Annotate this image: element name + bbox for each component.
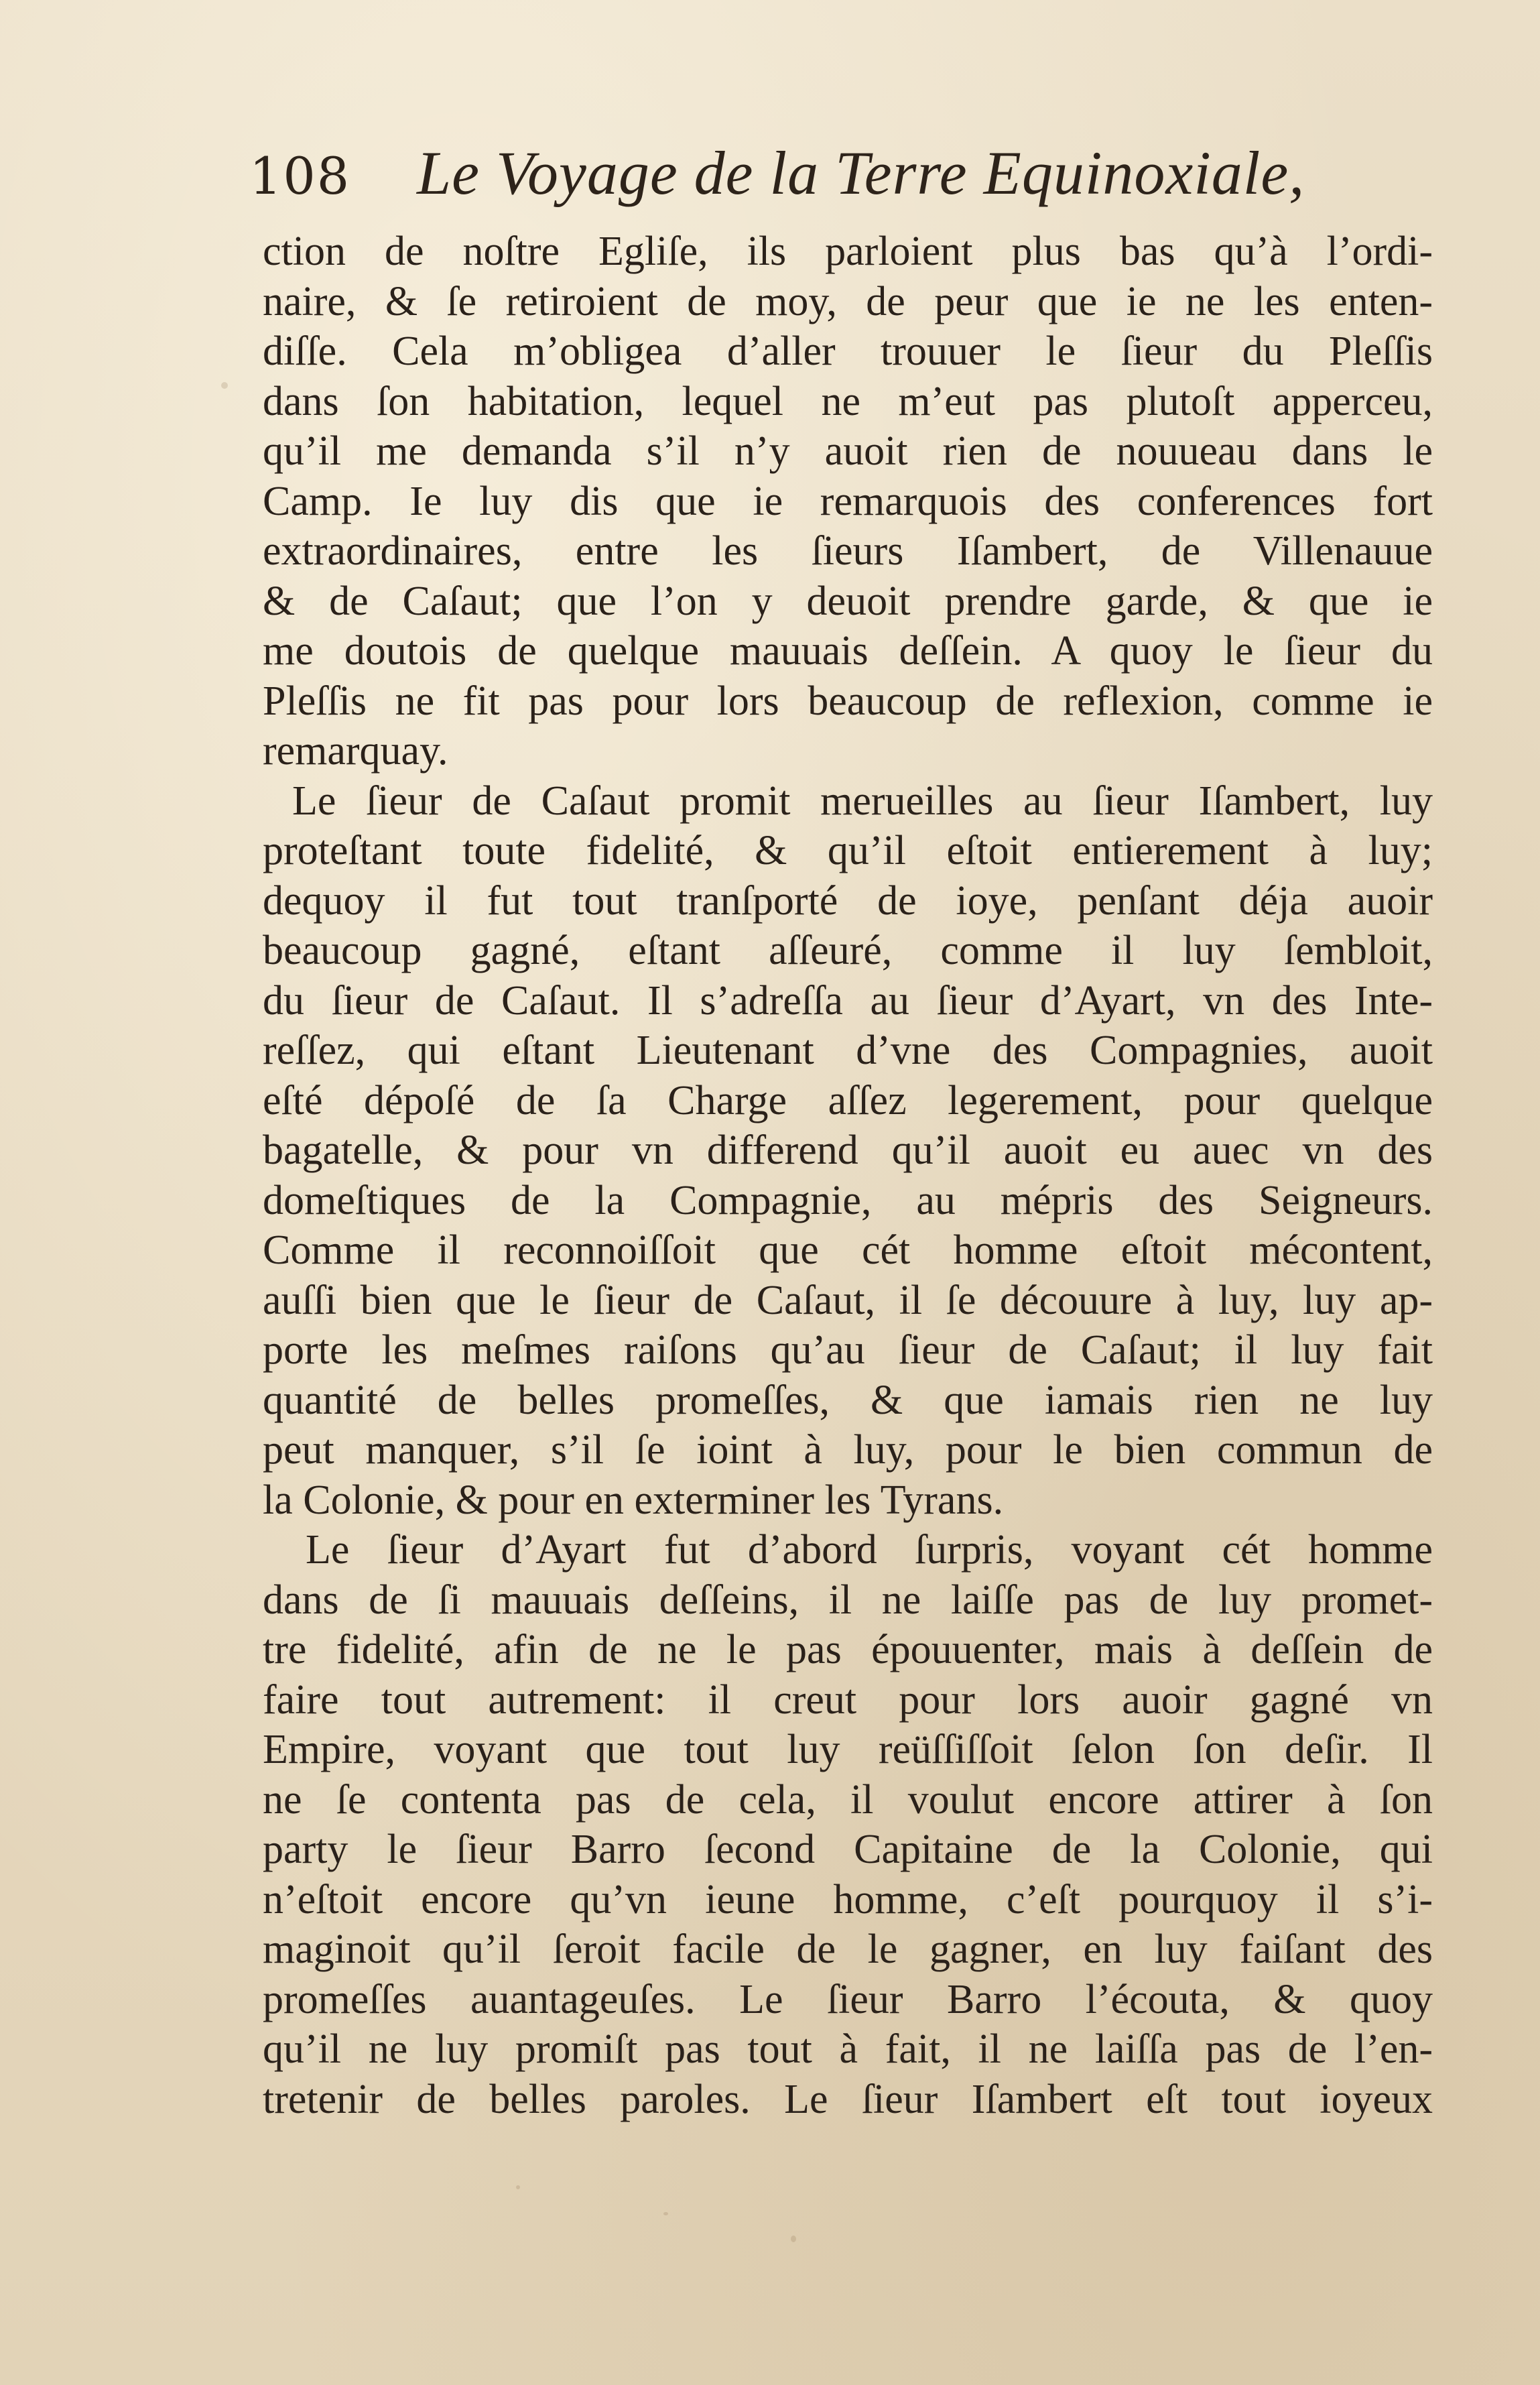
text-line: faire tout autrement: il creut pour lors auoir gagné vn [263,1676,1433,1723]
text-line: Le ſieur d’Ayart fut d’abord ſurpris, voyant cét homme [306,1527,1433,1573]
text-line: n’eſtoit encore qu’vn ieune homme, c’eſt pourquoy il s’i- [263,1876,1433,1922]
text-line: peut manquer, s’il ſe ioint à luy, pour le bien commun de [263,1427,1433,1473]
text-line: ction de noſtre Egliſe, ils parloient plus bas qu’à l’ordi- [263,229,1433,274]
page-number: 108 [249,146,351,206]
text-line: reſſez, qui eſtant Lieutenant d’vne des Compagnies, auoit [263,1028,1433,1073]
text-line: tre fidelité, afin de ne le pas épouuenter, mais à deſſein de [263,1627,1433,1672]
text-line: quantité de belles promeſſes, & que iamais rien ne luy [263,1377,1433,1423]
text-line: ne ſe contenta pas de cela, il voulut encore attirer à ſon [263,1776,1433,1823]
text-line: Camp. Ie luy dis que ie remarquois des conferences fort [263,478,1433,524]
paper-stain [516,2185,520,2189]
running-title: Le Voyage de la Terre Equinoxiale, [417,139,1305,207]
text-line: qu’il ne luy promiſt pas tout à fait, il ne laiſſa pas de l’en- [263,2026,1433,2072]
text-line: Le ſieur de Caſaut promit merueilles au ſieur Iſambert, luy [292,778,1433,824]
text-line: Pleſſis ne fit pas pour lors beaucoup de reflexion, comme ie [263,678,1433,724]
text-line: beaucoup gagné, eſtant aſſeuré, comme il luy ſembloit, [263,928,1433,973]
text-line: bagatelle, & pour vn differend qu’il auoit eu auec vn des [263,1127,1433,1173]
text-line: du ſieur de Caſaut. Il s’adreſſa au ſieur d’Ayart, vn des Inte- [263,977,1433,1024]
text-line: dequoy il fut tout tranſporté de ioye, penſant déja auoir [263,877,1433,924]
text-line: party le ſieur Barro ſecond Capitaine de la Colonie, qui [263,1827,1433,1872]
text-line: & de Caſaut; que l’on y deuoit prendre garde, & que ie [263,578,1433,624]
text-line: porte les meſmes raiſons qu’au ſieur de Caſaut; il luy fait [263,1327,1433,1373]
text-line: tretenir de belles paroles. Le ſieur Iſambert eſt tout ioyeux [263,2076,1433,2122]
text-line: dans ſon habitation, lequel ne m’eut pas plutoſt apperceu, [263,378,1433,424]
text-line: Empire, voyant que tout luy reüſſiſſoit ſelon ſon deſir. Il [263,1727,1433,1772]
text-line: Comme il reconnoiſſoit que cét homme eſtoit mécontent, [263,1227,1433,1273]
text-line: remarquay. [263,728,448,774]
text-line: extraordinaires, entre les ſieurs Iſambert, de Villenauue [263,528,1433,574]
text-line: domeſtiques de la Compagnie, au mépris des Seigneurs. [263,1177,1433,1223]
page-header [249,137,1322,225]
text-line: qu’il me demanda s’il n’y auoit rien de nouueau dans le [263,428,1433,474]
paper-stain [221,382,228,389]
text-line: dans de ſi mauuais deſſeins, il ne laiſſe pas de luy promet- [263,1577,1433,1623]
text-line: promeſſes auantageuſes. Le ſieur Barro l’écouta, & quoy [263,1976,1433,2022]
body-text [263,227,1433,2124]
text-line: diſſe. Cela m’obligea d’aller trouuer le ſieur du Pleſſis [263,328,1433,374]
text-line: naire, & ſe retiroient de moy, de peur que ie ne les enten- [263,278,1433,324]
text-line: proteſtant toute fidelité, & qu’il eſtoit entierement à luy; [263,828,1433,873]
text-line: me doutois de quelque mauuais deſſein. A quoy le ſieur du [263,628,1433,674]
text-line: maginoit qu’il ſeroit facile de le gagner, en luy faiſant des [263,1927,1433,1972]
text-line: auſſi bien que le ſieur de Caſaut, il ſe découure à luy, luy ap- [263,1277,1433,1323]
paper-stain [663,2212,668,2215]
paper-stain [791,2236,796,2242]
text-line: la Colonie, & pour en exterminer les Tyrans. [263,1477,1004,1523]
text-line: eſté dépoſé de ſa Charge aſſez legerement, pour quelque [263,1077,1433,1123]
